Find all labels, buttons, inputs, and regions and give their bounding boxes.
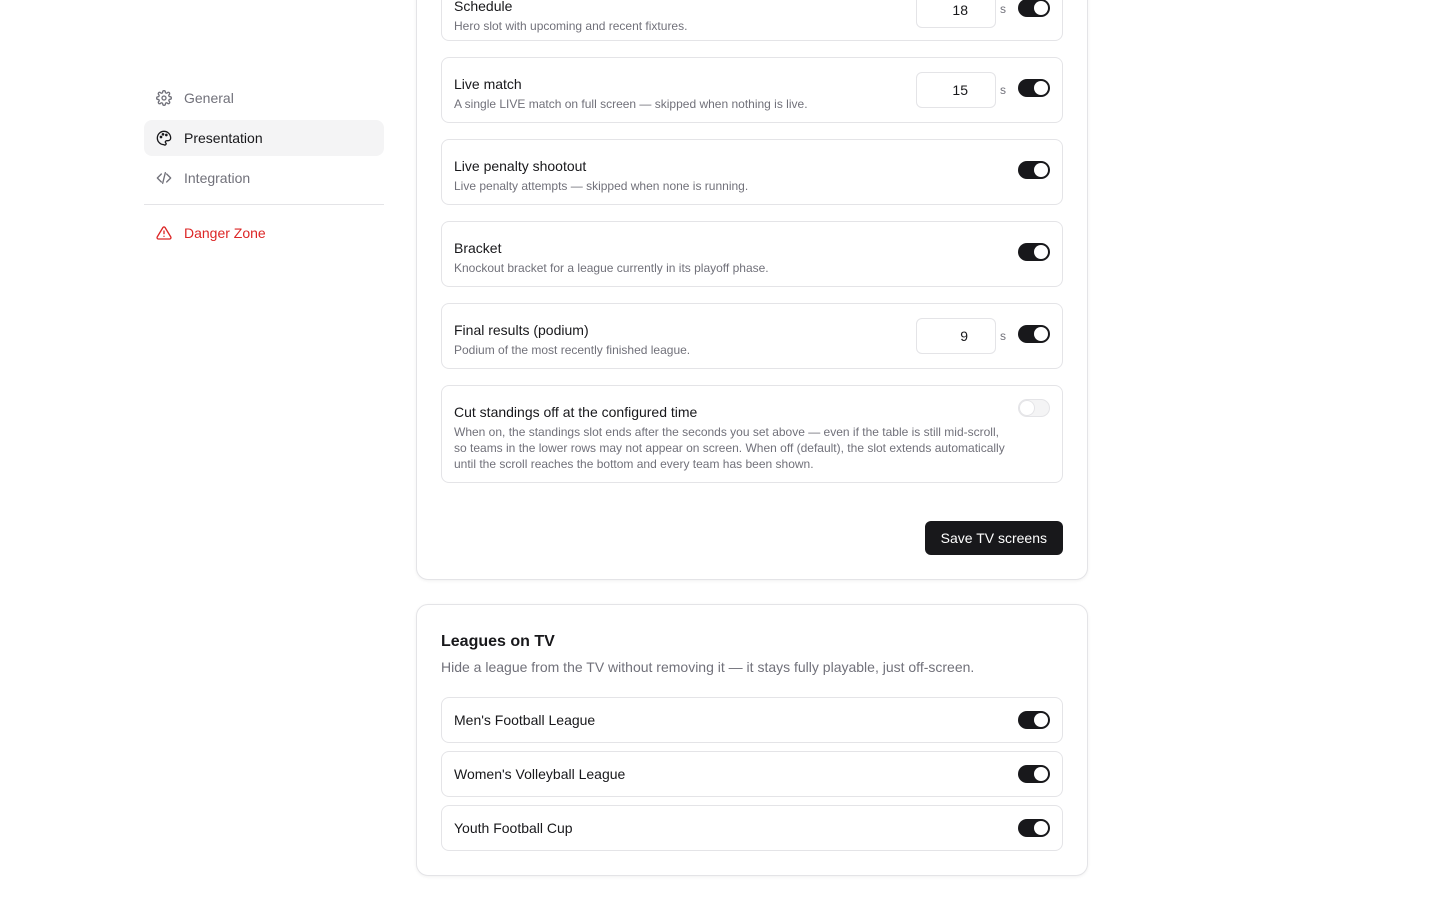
sidebar-item-presentation[interactable]: [144, 120, 384, 156]
palette-icon: [156, 130, 172, 146]
slot-row-live-match: [441, 57, 1063, 123]
slot-description: Podium of the most recently finished league.: [454, 343, 691, 357]
slot-toggle[interactable]: [1018, 325, 1050, 343]
slot-row-final-results: [441, 303, 1063, 369]
slot-toggle[interactable]: [1018, 243, 1050, 261]
slot-description: Knockout bracket for a league currently in its playoff phase.: [454, 261, 769, 275]
leagues-on-tv-card: [416, 604, 1088, 876]
slot-description: A single LIVE match on full screen — skipped when nothing is live.: [454, 97, 808, 111]
seconds-unit: s: [1000, 2, 1006, 16]
slot-description: When on, the standings slot ends after the seconds you set above — even if the table is still mid-scroll, so teams in the lower rows may not appear on screen. When off (default), the slot extends automatically until the scroll reaches the bottom and every team has been shown.: [454, 425, 1005, 471]
sidebar-item-label: General: [184, 90, 234, 106]
seconds-unit: s: [1000, 83, 1006, 97]
warning-icon: [156, 225, 172, 241]
seconds-input[interactable]: 9: [916, 318, 996, 354]
code-icon: [156, 170, 172, 186]
sidebar-item-integration[interactable]: [144, 160, 384, 196]
toggle-knob: [1034, 821, 1048, 835]
sidebar-item-label: Presentation: [184, 130, 263, 146]
sidebar-item-label: Danger Zone: [184, 225, 266, 241]
slot-toggle[interactable]: [1018, 399, 1050, 417]
slot-description: Hero slot with upcoming and recent fixtures.: [454, 19, 688, 33]
section-title: Leagues on TV: [441, 633, 555, 650]
slot-toggle[interactable]: [1018, 161, 1050, 179]
toggle-knob: [1034, 245, 1048, 259]
slot-row-cut-standings: [441, 385, 1063, 483]
section-description: Hide a league from the TV without removing it — it stays fully playable, just off-screen.: [441, 659, 975, 675]
slot-title: Final results (podium): [454, 322, 589, 338]
sidebar-item-label: Integration: [184, 170, 251, 186]
toggle-knob: [1034, 713, 1048, 727]
toggle-knob: [1020, 401, 1034, 415]
slot-title: Bracket: [454, 240, 502, 256]
seconds-unit: s: [1000, 329, 1006, 343]
slot-description: Live penalty attempts — skipped when none is running.: [454, 179, 749, 193]
seconds-input[interactable]: 18: [916, 0, 996, 28]
league-row: [441, 751, 1063, 797]
slot-row-penalty-shootout: [441, 139, 1063, 205]
league-row: [441, 697, 1063, 743]
league-toggle[interactable]: [1018, 819, 1050, 837]
slot-row-schedule: [441, 0, 1063, 41]
toggle-knob: [1034, 1, 1048, 15]
slot-toggle[interactable]: [1018, 79, 1050, 97]
sidebar-divider: [144, 204, 384, 205]
settings-sidebar: [144, 80, 384, 255]
league-toggle[interactable]: [1018, 765, 1050, 783]
slot-title: Cut standings off at the configured time: [454, 404, 698, 420]
toggle-knob: [1034, 163, 1048, 177]
league-name: Women's Volleyball League: [454, 766, 626, 782]
toggle-knob: [1034, 767, 1048, 781]
slot-title: Live penalty shootout: [454, 158, 587, 174]
slot-title: Live match: [454, 76, 522, 92]
slot-row-bracket: [441, 221, 1063, 287]
league-name: Men's Football League: [454, 712, 596, 728]
sidebar-item-general[interactable]: [144, 80, 384, 116]
slot-toggle[interactable]: [1018, 0, 1050, 17]
save-tv-screens-button[interactable]: Save TV screens: [925, 521, 1063, 555]
toggle-knob: [1034, 81, 1048, 95]
league-name: Youth Football Cup: [454, 820, 573, 836]
sidebar-item-danger-zone[interactable]: [144, 215, 384, 251]
league-row: [441, 805, 1063, 851]
league-toggle[interactable]: [1018, 711, 1050, 729]
tv-screens-card: [416, 0, 1088, 580]
gear-icon: [156, 90, 172, 106]
toggle-knob: [1034, 327, 1048, 341]
slot-title: Schedule: [454, 0, 513, 14]
seconds-input[interactable]: 15: [916, 72, 996, 108]
